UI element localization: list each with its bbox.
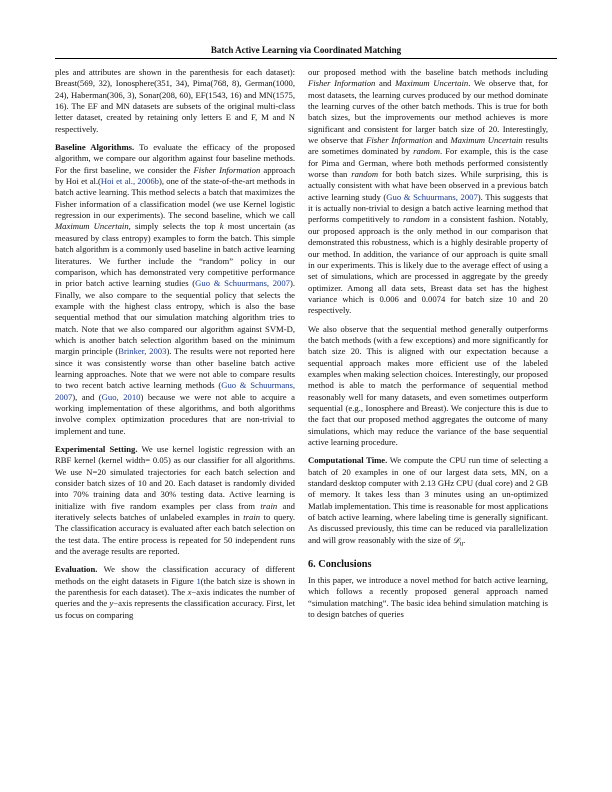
citation-link[interactable]: Guo & Schuurmans, 2007	[195, 278, 290, 289]
conclusions-paragraph: In this paper, we introduce a novel method for batch active learning, which follows a recently proposed general approach named “simulation matching”. The basic idea behind simulation matching is to design batches of queries	[308, 574, 548, 619]
right-column	[308, 67, 548, 620]
computational-paragraph: Computational Time. We compute the CPU run time of selecting a batch of 20 examples in one of our largest data sets, MN, on a standard desktop computer with 2.13 GHz CPU (dual core) and 2 GB of memory. It takes less than 3 minutes using an un-optimized Matlab implementation. This time is reasonable for most applications of batch active learning, where labeling time is generally significant. As discussed previously, this time can be reduced via parallelization and will grow reasonably with the size of 𝒟$_u$.	[308, 455, 549, 548]
evaluation-heading: Evaluation.	[55, 564, 98, 575]
citation-link[interactable]: Guo & Schuurmans, 2007	[55, 380, 295, 402]
evaluation-paragraph: Evaluation. We show the classification accuracy of different methods on the eight datasets in Figure 1(the batch size is shown in the parenthesis for each dataset). The x−axis indicates the number of queries and the y−axis represents the classification accuracy. First, let us focus on comparing	[55, 564, 296, 620]
citation-link[interactable]: Hoi et al., 2006b	[100, 176, 159, 187]
left-column	[55, 67, 295, 621]
running-header: Batch Active Learning via Coordinated Matching	[210, 45, 402, 55]
citation-link[interactable]: Guo & Schuurmans, 2007	[386, 191, 478, 202]
citation-link[interactable]: Guo, 2010	[101, 391, 141, 402]
citation-link[interactable]: Brinker, 2003	[118, 346, 167, 357]
baseline-heading: Baseline Algorithms.	[55, 142, 135, 153]
setting-heading: Experimental Setting.	[55, 444, 138, 454]
figure-link[interactable]: 1	[196, 575, 201, 586]
header-rule	[55, 58, 557, 59]
sequential-paragraph: We also observe that the sequential method generally outperforms the batch methods (with a few exceptions) and more significantly for batch size 20. This is aligned with our expectation because a sequential approach makes more efficient use of the labeled examples when making selection choices. Interestingly, our proposed method is able to match the performance of sequential method reasonably well for many datasets, and even sometimes outperform sequential (e.g., Ionosphere and Breast). We conjecture this is due to the fact that our proposed method aggregates the outcome of many simulations, which may reduce the variance of the base sequential active learning procedure.	[308, 323, 548, 447]
intro-paragraph: ples and attributes are shown in the parenthesis for each dataset): Breast(569, 32), Ionosphere(351, 34), Pima(768, 8), German(1000, 24), Haberman(306, 3), Sonar(208, 60), EF(1543, 16) and MN(1575, 16). The EF and MN datasets are subsets of the original multi-class letter dataset, created by retaining only letters E and F, M and N respectively.	[55, 67, 295, 134]
computational-heading: Computational Time.	[308, 455, 388, 466]
setting-paragraph: Experimental Setting. We use kernel logistic regression with an RBF kernel (kernel width= 0.05) as our classifier for all algorithms. We use N=20 simulated trajectories for each batch selection and consider batch sizes of 10 and 20. Each dataset is randomly divided into 70% training data and 30% testing data. Active learning is initialize with five random examples per class from train and iteratively selects batches of unlabeled examples in train to query. The classification accuracy is evaluated after each batch selection on the test data. The entire process is repeated for 50 independent runs and the average results are reported.	[55, 444, 295, 557]
baseline-paragraph: Baseline Algorithms. To evaluate the efficacy of the proposed algorithm, we compare our algorithm against four baseline methods. For the first baseline, we consider the Fisher Information approach by Hoi et al.(Hoi et al., 2006b), one of the state-of-the-art methods in batch active learning. This method selects a batch that maximizes the Fisher information of a classification model (we use Kernel logistic regression in our experiments). The second baseline, which we call Maximum Uncertain, simply selects the top k most uncertain (as measured by class entropy) examples to form the batch. This simple batch algorithm is a commonly used baseline in batch active learning literatures. We further include the “random” policy in our comparison, which has demonstrated very competitive performance in prior batch active learning studies (Guo & Schuurmans, 2007). Finally, we also compare to the sequential policy that selects the example with the highest class entropy, which is also the base sequential method that our simulation matching algorithm tries to match. Note that we also compared our algorithm against SVM-D, which is another batch selection algorithm based on the minimum margin principle (Brinker, 2003). The results were not reported here since it was consistently worse than other baseline batch active learning approaches. Note that we were not able to compare results to two recent batch active learning methods (Guo & Schuurmans, 2007), and (Guo, 2010) because we were not able to acquire a working implementation of these algorithms, and both algorithms involve complex optimization procedures that are non-trivial to implement and tune.	[55, 142, 296, 436]
conclusions-heading: 6. Conclusions	[308, 558, 372, 570]
comparison-paragraph: our proposed method with the baseline batch methods including Fisher Information and Maximum Uncertain. We observe that, for most datasets, the learning curves produced by our method dominate the learning curves of the other batch methods. This is true for both batch sizes, but the improvements our method achieves is more significant and consistent for larger batch size of 20. Interestingly, we observe that Fisher Information and Maximum Uncertain results are sometimes dominated by random. For example, this is the case for Pima and German, where both methods performed consistently worse than random for both batch sizes. While surprising, this is actually consistent with what have been observed in a previous batch active learning study (Guo & Schuurmans, 2007). This suggests that it is actually non-trivial to design a batch active learning method that performs competitively to random in a consistent fashion. Notably, our proposed approach is the only method in our comparison that demonstrated this robustness, which is a highly desirable property of our method. In addition, the variance of our approach is quite small in our experiments. This is likely due to the average effect of using a set of simulations, which are processed in aggregate by the greedy optimizer. Among all data sets, Breast data set has the highest variance which is 0.006 and 0.0074 for batch size 10 and 20 respectively.	[308, 67, 549, 316]
